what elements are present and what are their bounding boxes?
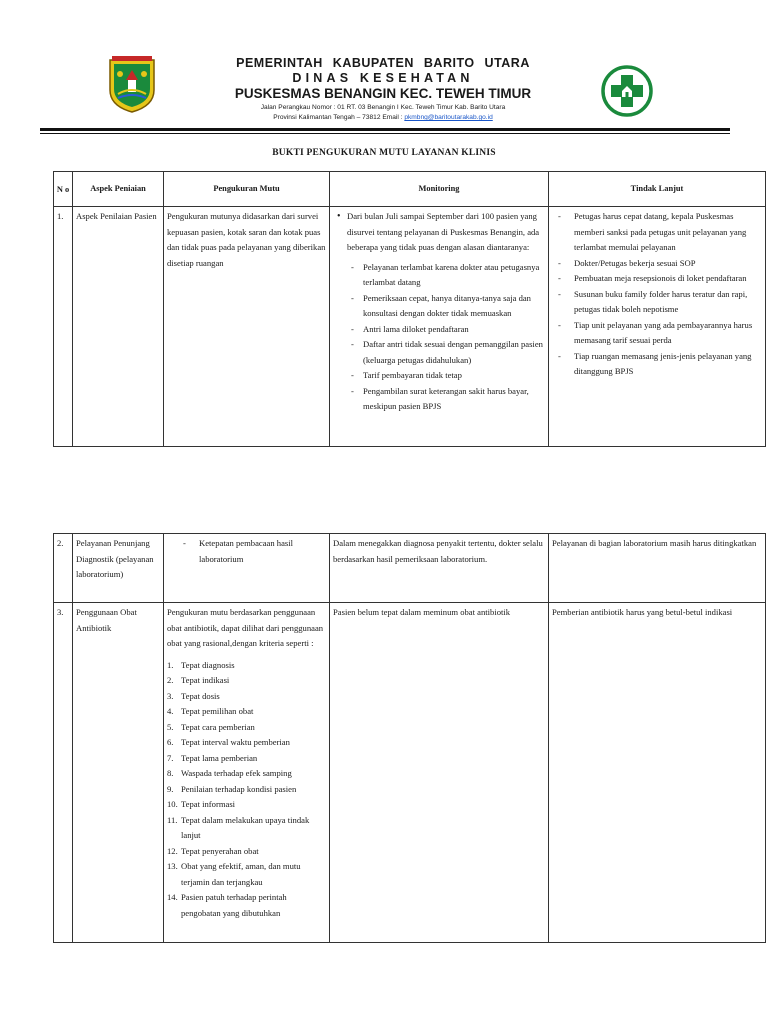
header-rule-thin xyxy=(40,133,730,134)
row2-pengukuran xyxy=(164,534,330,603)
criteria-text: Tepat dalam melakukan upaya tindak lanjut xyxy=(181,814,310,840)
email-link[interactable]: pkmbng@baritoutarakab.go.id xyxy=(404,114,493,121)
row2-aspek: Pelayanan Penunjang Diagnostik (pelayanan laboratorium) xyxy=(73,534,164,603)
criteria-intro: Pengukuran mutu berdasarkan penggunaan obat antibiotik, dapat dilihat dari penggunaan obat yang rasional,dengan kriteria seperti : xyxy=(167,607,324,648)
col-header-tindak: Tindak Lanjut xyxy=(549,172,766,207)
criteria-text: Pasien patuh terhadap perintah pengobatan yang dibutuhkan xyxy=(181,892,287,918)
list-item: - Antri lama diloket pendaftaran xyxy=(363,322,545,338)
criteria-item xyxy=(167,658,326,674)
criteria-text: Tepat dosis xyxy=(181,690,220,701)
col-header-monitoring: Monitoring xyxy=(330,172,549,207)
row3-monitoring: Pasien belum tepat dalam meminum obat antibiotik xyxy=(330,603,549,943)
list-item: - Ketepatan pembacaan hasil laboratorium xyxy=(199,536,326,567)
row1-pengukuran: Pengukuran mutunya didasarkan dari survei kepuasan pasien, kotak saran dan kotak puas dan tidak puas pada pelayanan yang diberikan disetiap ruangan xyxy=(164,207,330,447)
criteria-number: 7. xyxy=(167,752,174,763)
criteria-item xyxy=(167,782,326,798)
criteria-number: 8. xyxy=(167,768,174,778)
row2-no: 2. xyxy=(54,534,73,603)
criteria-number: 14. xyxy=(167,892,178,902)
row3-tindak: Pemberian antibiotik harus yang betul-betul indikasi xyxy=(549,603,766,943)
criteria-text: Tepat cara pemberian xyxy=(181,721,255,732)
list-item: - Tiap unit pelayanan yang ada pembayarannya harus memasang tarif sesuai perda xyxy=(574,318,762,349)
address-line-2 xyxy=(180,113,586,123)
criteria-text: Tepat interval waktu pemberian xyxy=(181,737,290,747)
row3-pengukuran xyxy=(164,603,330,943)
criteria-number: 6. xyxy=(167,737,174,747)
criteria-number: 13. xyxy=(167,861,178,871)
table-row xyxy=(54,207,766,447)
table-row xyxy=(54,603,766,943)
criteria-text: Tepat diagnosis xyxy=(181,659,235,670)
list-item: - Pengambilan surat keterangan sakit harus bayar, meskipun pasien BPJS xyxy=(363,384,545,415)
criteria-item xyxy=(167,735,326,751)
criteria-item xyxy=(167,844,326,860)
col-header-pengukuran: Pengukuran Mutu xyxy=(164,172,330,207)
table-header-row xyxy=(54,172,766,207)
list-item: - Tarif pembayaran tidak tetap xyxy=(363,368,545,384)
list-item: - Daftar antri tidak sesuai dengan pemanggilan pasien (keluarga petugas didahulukan) xyxy=(363,337,545,368)
row1-monitoring xyxy=(330,207,549,447)
criteria-item xyxy=(167,813,326,844)
monitoring-intro: • Dari bulan Juli sampai September dari 100 pasien yang disurvei tentang pelayanan di Puskesmas Benangin, ada beberapa yang tidak puas dengan alasan diantaranya: - Pelayanan terlambat karena dokter atau petugasnya terlambat datang - Pemeriksaan cepat, hanya ditanya-tanya saja dan konsultasi dengan dokter tidak memuaskan - Antri lama diloket pendaftaran - Daftar antri tidak sesuai dengan pemanggilan pasien (keluarga petugas didahulukan) - Tarif pembayaran tidak tetap - Pengambilan surat keterangan sakit harus bayar, meskipun pasien BPJS xyxy=(347,209,545,415)
criteria-item xyxy=(167,704,326,720)
table-row xyxy=(54,534,766,603)
criteria-item xyxy=(167,673,326,689)
quality-table-part2 xyxy=(53,533,766,943)
criteria-text: Waspada terhadap efek samping xyxy=(181,768,292,778)
row1-no: 1. xyxy=(54,207,73,447)
list-item: - Pelayanan terlambat karena dokter atau petugasnya terlambat datang xyxy=(363,260,545,291)
criteria-number: 11. xyxy=(167,814,178,825)
criteria-item xyxy=(167,766,326,782)
header-rule-thick xyxy=(40,128,730,131)
letterhead xyxy=(0,0,768,135)
gov-line: PEMERINTAH KABUPATEN BARITO UTARA xyxy=(236,56,530,70)
criteria-number: 9. xyxy=(167,783,174,794)
puskesmas-logo-icon xyxy=(600,64,654,118)
district-emblem-icon xyxy=(104,56,160,114)
row3-aspek: Penggunaan Obat Antibiotik xyxy=(73,603,164,943)
list-item: - Pembuatan meja resepsionois di loket pendaftaran xyxy=(574,271,762,287)
criteria-number: 12. xyxy=(167,845,178,856)
address-prefix: Provinsi Kalimantan Tengah – 73812 Email : xyxy=(273,114,405,121)
criteria-text: Penilaian terhadap kondisi pasien xyxy=(181,783,297,794)
criteria-item xyxy=(167,890,326,921)
list-item: - Susunan buku family folder harus teratur dan rapi, petugas tidak boleh nepotisme xyxy=(574,287,762,318)
list-item: - Petugas harus cepat datang, kepala Puskesmas memberi sanksi pada petugas unit pelayanan yang terlambat memulai pelayanan xyxy=(574,209,762,256)
criteria-text: Obat yang efektif, aman, dan mutu terjamin dan terjangkau xyxy=(181,861,301,887)
row2-tindak: Pelayanan di bagian laboratorium masih harus ditingkatkan xyxy=(549,534,766,603)
quality-table-part1 xyxy=(53,171,766,447)
col-header-no: N o xyxy=(54,172,73,207)
criteria-item xyxy=(167,859,326,890)
document-title: BUKTI PENGUKURAN MUTU LAYANAN KLINIS xyxy=(272,148,496,158)
row1-aspek: Aspek Penilaian Pasien xyxy=(73,207,164,447)
criteria-number: 3. xyxy=(167,690,174,701)
criteria-text: Tepat pemilihan obat xyxy=(181,706,254,716)
col-header-aspek: Aspek Peniaian xyxy=(73,172,164,207)
criteria-item xyxy=(167,751,326,767)
criteria-text: Tepat penyerahan obat xyxy=(181,845,259,856)
criteria-number: 10. xyxy=(167,799,178,809)
criteria-text: Tepat lama pemberian xyxy=(181,752,258,763)
criteria-number: 5. xyxy=(167,721,174,732)
criteria-number: 1. xyxy=(167,659,174,670)
row2-monitoring: Dalam menegakkan diagnosa penyakit tertentu, dokter selalu berdasarkan hasil pemeriksaan laboratorium. xyxy=(330,534,549,603)
list-item: - Tiap ruangan memasang jenis-jenis pelayanan yang ditanggung BPJS xyxy=(574,349,762,380)
list-item: - Dokter/Petugas bekerja sesuai SOP xyxy=(574,256,762,272)
address-line-1: Jalan Perangkau Nomor : 01 RT. 03 Benangin I Kec. Teweh Timur Kab. Barito Utara xyxy=(260,104,506,111)
criteria-list xyxy=(167,658,326,922)
row3-no: 3. xyxy=(54,603,73,943)
criteria-text: Tepat informasi xyxy=(181,799,236,809)
agency-line: DINAS KESEHATAN xyxy=(292,71,474,85)
criteria-number: 2. xyxy=(167,675,174,685)
row1-tindak xyxy=(549,207,766,447)
puskesmas-line: PUSKESMAS BENANGIN KEC. TEWEH TIMUR xyxy=(234,86,532,101)
criteria-item xyxy=(167,720,326,736)
criteria-number: 4. xyxy=(167,706,174,716)
criteria-text: Tepat indikasi xyxy=(181,675,230,685)
criteria-item xyxy=(167,689,326,705)
list-item: - Pemeriksaan cepat, hanya ditanya-tanya saja dan konsultasi dengan dokter tidak memuaskan xyxy=(363,291,545,322)
criteria-item xyxy=(167,797,326,813)
